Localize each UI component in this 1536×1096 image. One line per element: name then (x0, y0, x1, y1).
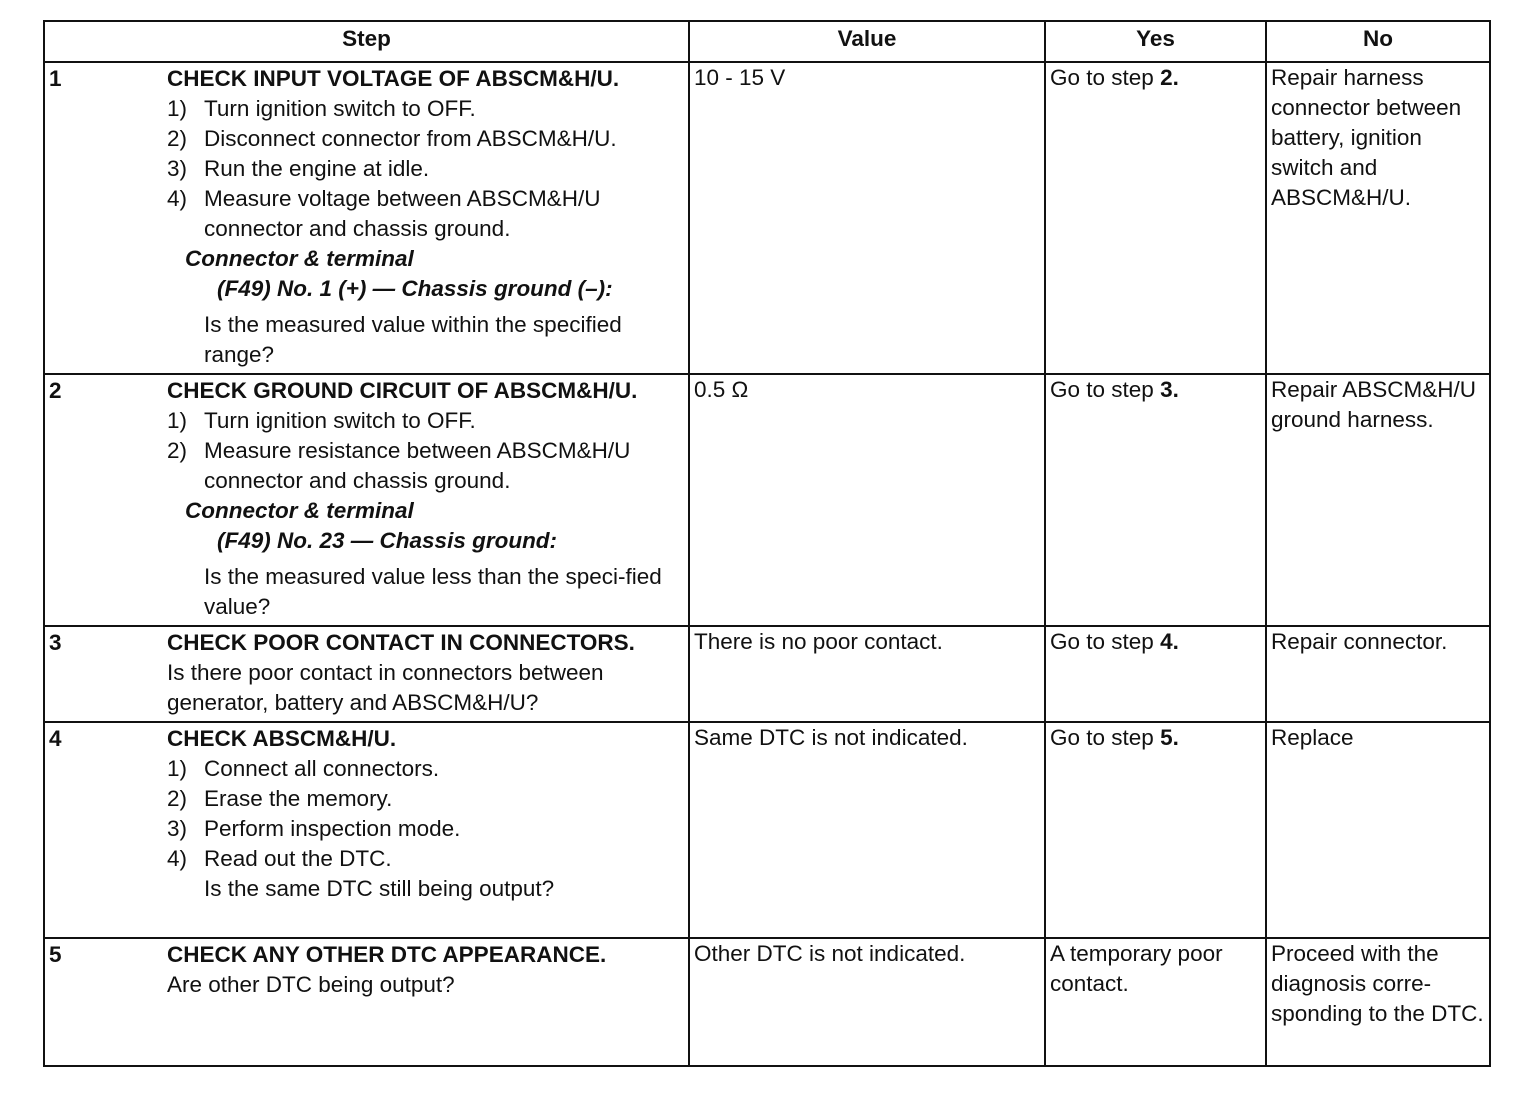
yes-text: Go to step (1050, 725, 1161, 750)
step-title: CHECK ANY OTHER DTC APPEARANCE. (167, 942, 607, 967)
substep (167, 754, 684, 784)
substep-number: 3) (167, 816, 188, 841)
step-title: CHECK ABSCM&H/U. (167, 726, 397, 751)
yes-cell (1045, 374, 1266, 626)
yes-text: Go to step (1050, 65, 1161, 90)
substep-number: 4) (167, 846, 188, 871)
substep-text: Read out the DTC. (204, 846, 392, 871)
step-question: Is the measured value less than the speci-fied value? (204, 564, 662, 619)
connector-heading: Connector & terminal (185, 246, 414, 271)
substep-number: 1) (167, 408, 188, 433)
header-step: Step (44, 21, 689, 62)
substep-text: Turn ignition switch to OFF. (204, 96, 476, 121)
table-row (44, 374, 1490, 626)
header-no: No (1266, 21, 1490, 62)
step-cell (44, 722, 689, 938)
substep (167, 436, 684, 496)
step-question: Is the same DTC still being output? (204, 876, 555, 901)
substep-text: Erase the memory. (204, 786, 393, 811)
step-title: CHECK INPUT VOLTAGE OF ABSCM&H/U. (167, 66, 620, 91)
substep-text: Run the engine at idle. (204, 156, 430, 181)
step-question: Are other DTC being output? (167, 972, 455, 997)
substep-text: Measure voltage between ABSCM&H/U connector and chassis ground. (204, 186, 601, 241)
substep (167, 154, 684, 184)
substep-number: 1) (167, 96, 188, 121)
substep (167, 844, 684, 874)
step-question: Is there poor contact in connectors between generator, battery and ABSCM&H/U? (167, 660, 604, 715)
substep-text: Perform inspection mode. (204, 816, 461, 841)
step-cell (44, 62, 689, 374)
substep-number: 3) (167, 156, 188, 181)
no-cell: Repair harness connector between battery, ignition switch and ABSCM&H/U. (1266, 62, 1490, 374)
step-number: 5 (49, 942, 62, 967)
step-question: Is the measured value within the specified range? (204, 312, 622, 367)
yes-step-ref: 4. (1160, 629, 1179, 654)
substep-number: 2) (167, 786, 188, 811)
substep (167, 94, 684, 124)
step-cell (44, 374, 689, 626)
substep (167, 406, 684, 436)
substep-text: Disconnect connector from ABSCM&H/U. (204, 126, 617, 151)
substep (167, 124, 684, 154)
no-cell: Repair connector. (1266, 626, 1490, 722)
table-row (44, 62, 1490, 374)
step-number: 3 (49, 630, 62, 655)
step-title: CHECK POOR CONTACT IN CONNECTORS. (167, 630, 635, 655)
yes-cell (1045, 626, 1266, 722)
yes-cell (1045, 62, 1266, 374)
no-cell: Proceed with the diagnosis corre-sponding to the DTC. (1266, 938, 1490, 1066)
substep-text: Measure resistance between ABSCM&H/U connector and chassis ground. (204, 438, 631, 493)
value-cell: There is no poor contact. (689, 626, 1045, 722)
table-row (44, 938, 1490, 1066)
substep-text: Turn ignition switch to OFF. (204, 408, 476, 433)
substep (167, 814, 684, 844)
yes-text: Go to step (1050, 377, 1161, 402)
substep (167, 184, 684, 244)
value-cell: Other DTC is not indicated. (689, 938, 1045, 1066)
value-cell: 0.5 Ω (689, 374, 1045, 626)
step-number: 4 (49, 726, 62, 751)
substep-number: 2) (167, 438, 188, 463)
header-yes: Yes (1045, 21, 1266, 62)
header-value: Value (689, 21, 1045, 62)
yes-step-ref: 2. (1160, 65, 1179, 90)
substep-number: 4) (167, 186, 188, 211)
yes-cell: A temporary poor contact. (1045, 938, 1266, 1066)
no-cell: Replace (1266, 722, 1490, 938)
substep (167, 784, 684, 814)
step-title: CHECK GROUND CIRCUIT OF ABSCM&H/U. (167, 378, 638, 403)
header-row (44, 21, 1490, 62)
substep-text: Connect all connectors. (204, 756, 440, 781)
substep-number: 2) (167, 126, 188, 151)
value-cell: Same DTC is not indicated. (689, 722, 1045, 938)
table-row (44, 722, 1490, 938)
step-cell (44, 938, 689, 1066)
yes-step-ref: 5. (1160, 725, 1179, 750)
table-row (44, 626, 1490, 722)
yes-text: Go to step (1050, 629, 1161, 654)
no-cell: Repair ABSCM&H/U ground harness. (1266, 374, 1490, 626)
yes-cell (1045, 722, 1266, 938)
connector-heading: Connector & terminal (185, 498, 414, 523)
step-cell (44, 626, 689, 722)
yes-step-ref: 3. (1160, 377, 1179, 402)
step-number: 2 (49, 378, 62, 403)
diagnostic-table (43, 20, 1491, 1067)
substep-number: 1) (167, 756, 188, 781)
value-cell: 10 - 15 V (689, 62, 1045, 374)
step-number: 1 (49, 66, 62, 91)
connector-detail: (F49) No. 23 — Chassis ground: (217, 528, 558, 553)
connector-detail: (F49) No. 1 (+) — Chassis ground (–): (217, 276, 613, 301)
